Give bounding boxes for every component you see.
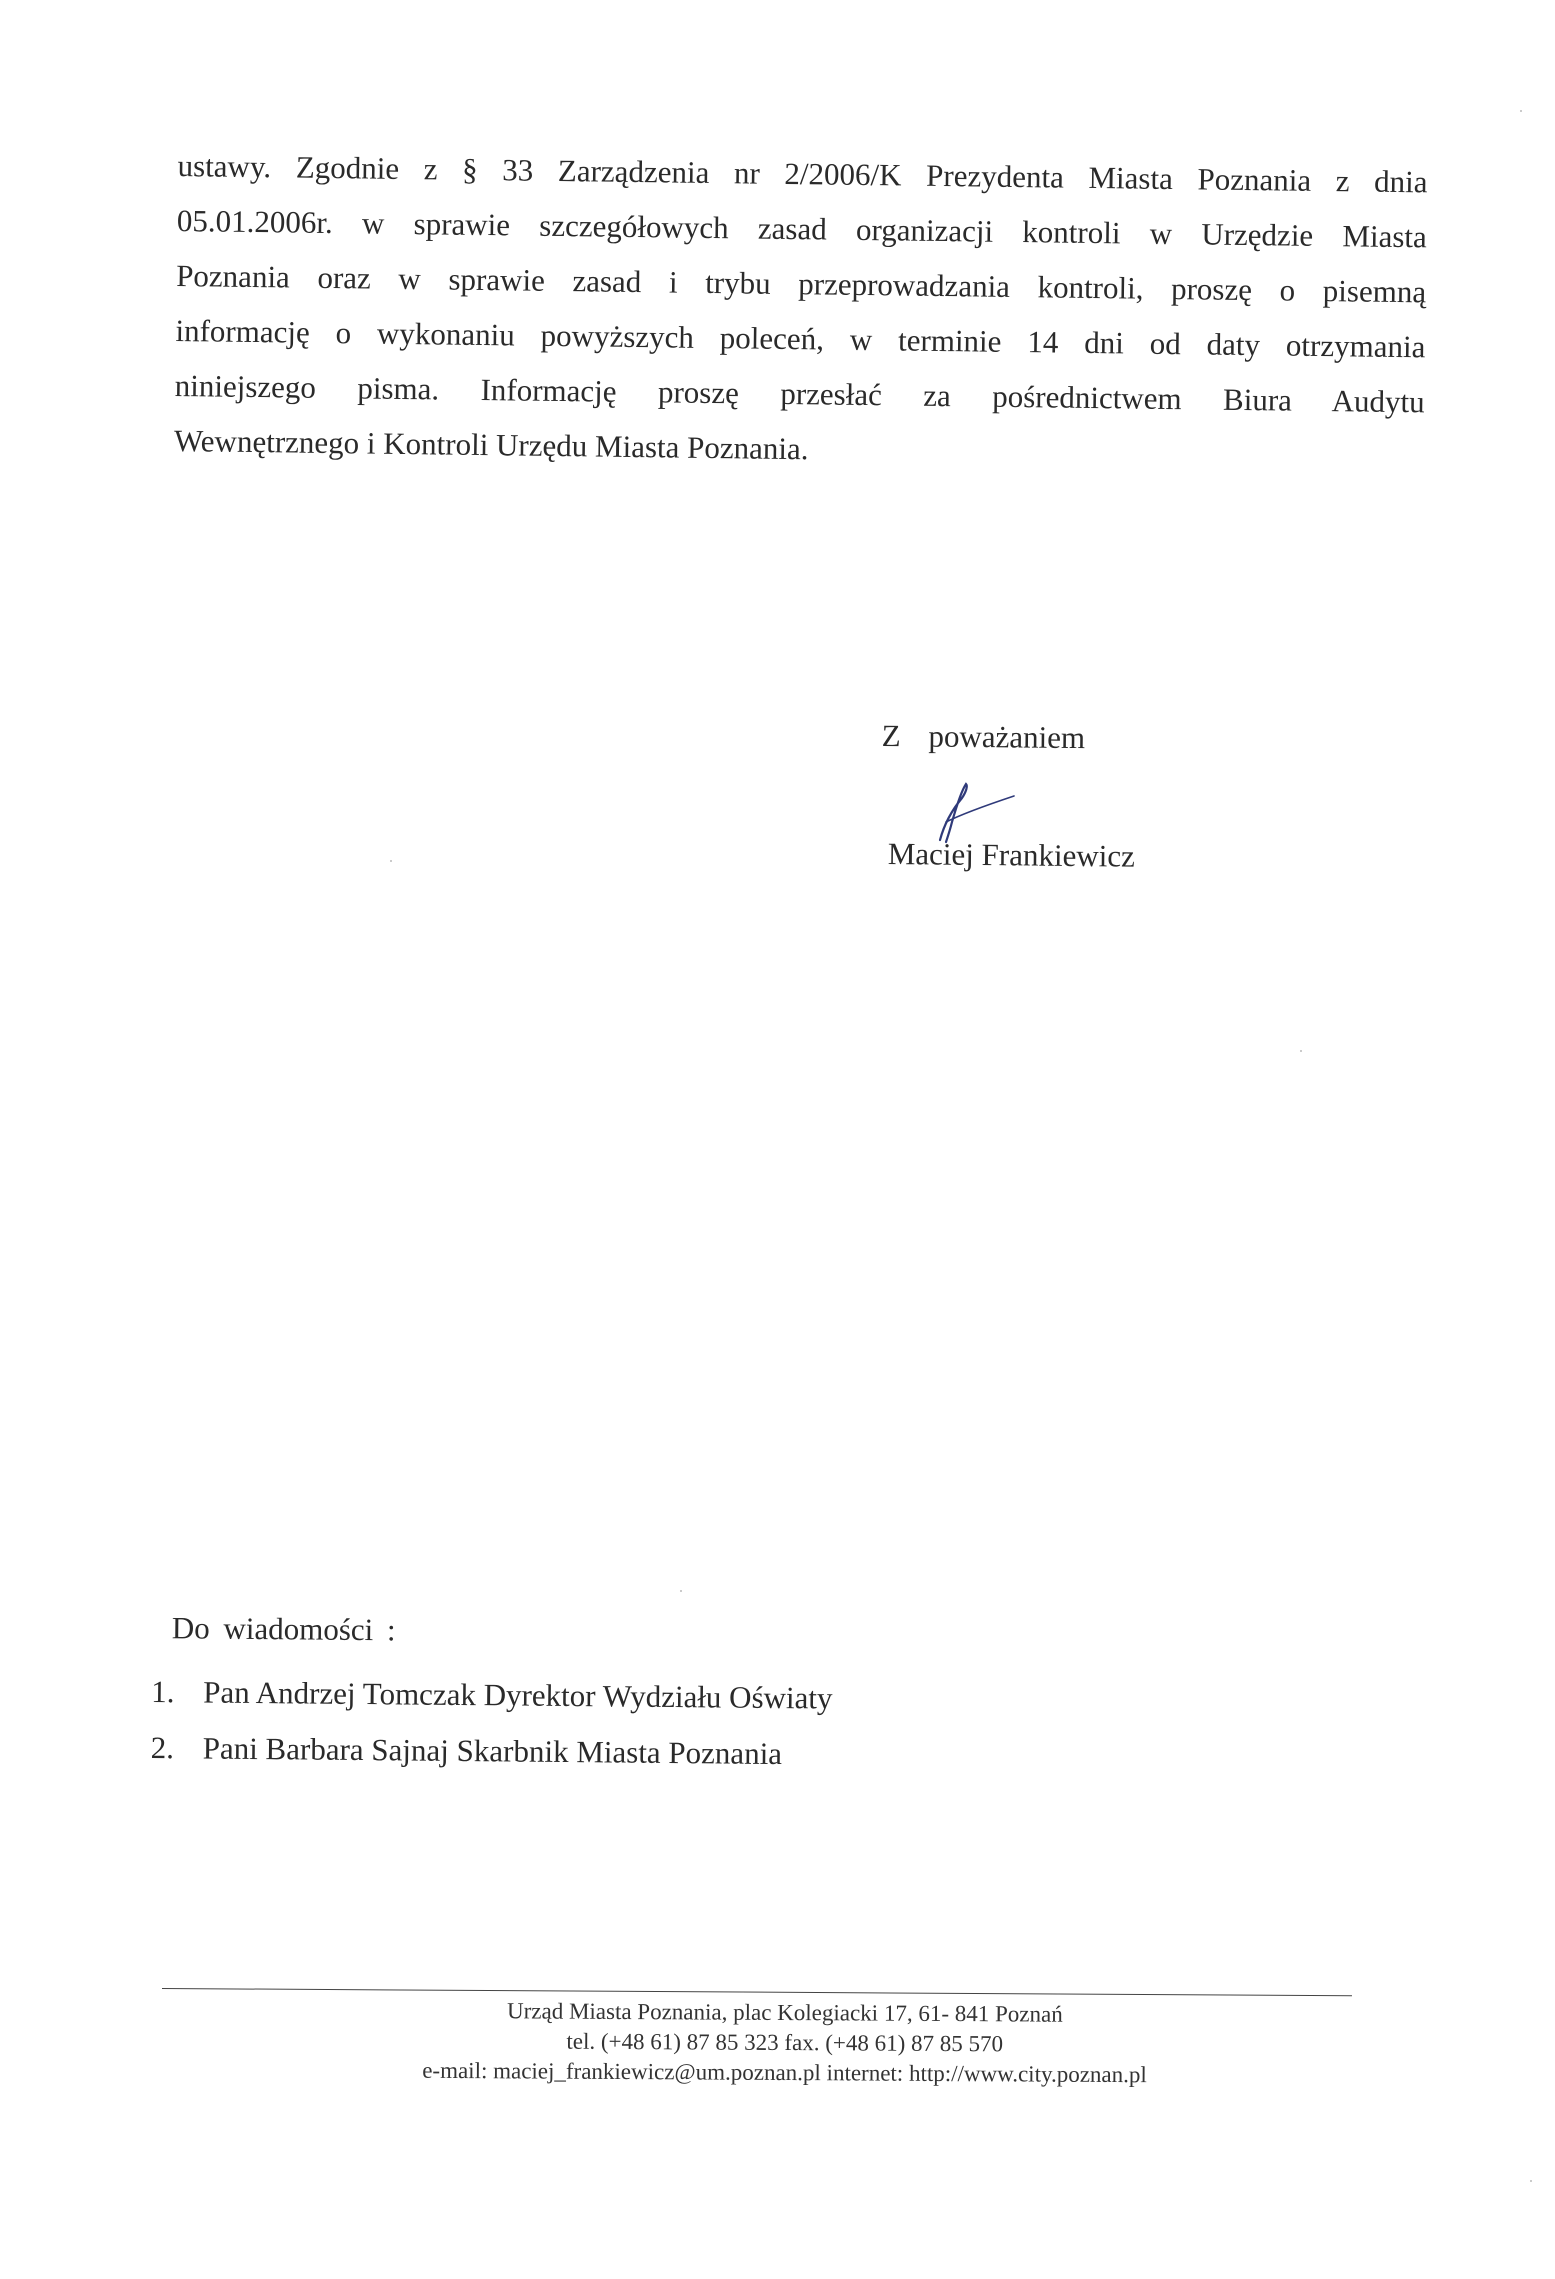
scan-speck xyxy=(680,1590,682,1592)
body-line: informację o wykonaniu powyższych poleceń, w terminie 14 dni od daty otrzymania xyxy=(175,312,1426,365)
list-item-text: Pan Andrzej Tomczak Dyrektor Wydziału Oświaty xyxy=(203,1674,833,1716)
list-item xyxy=(151,1730,833,1773)
letter-body xyxy=(174,138,1428,484)
list-item-text: Pani Barbara Sajnaj Skarbnik Miasta Poznania xyxy=(202,1730,783,1772)
scan-speck xyxy=(1520,110,1522,112)
body-line: 05.01.2006r. w sprawie szczegółowych zasad organizacji kontroli w Urzędzie Miasta xyxy=(176,202,1428,255)
cc-title: Do wiadomości : xyxy=(171,1610,396,1648)
list-item xyxy=(151,1674,833,1717)
closing-block xyxy=(882,716,1086,758)
body-line: ustawy. Zgodnie z § 33 Zarządzenia nr 2/2006/K Prezydenta Miasta Poznania z dnia xyxy=(177,147,1428,200)
cc-list xyxy=(150,1610,833,1793)
footer-contact: e-mail: maciej_frankiewicz@um.poznan.pl internet: http://www.city.poznan.pl xyxy=(422,2057,1147,2088)
body-line: niniejszego pisma. Informację proszę przesłać za pośrednictwem Biura Audytu xyxy=(174,367,1425,420)
scan-speck xyxy=(1530,2180,1532,2182)
closing-salutation: Z poważaniem xyxy=(881,717,1086,756)
scan-speck xyxy=(1300,1050,1302,1052)
letterhead-footer xyxy=(259,1995,1310,2091)
list-item-number: 2. xyxy=(150,1729,175,1766)
body-line: Wewnętrznego i Kontroli Urzędu Miasta Poznania. xyxy=(173,422,809,467)
footer-phone: tel. (+48 61) 87 85 323 fax. (+48 61) 87 85 570 xyxy=(566,2028,1004,2057)
body-line: Poznania oraz w sprawie zasad i trybu przeprowadzania kontroli, proszę o pisemną xyxy=(175,257,1427,310)
scan-speck xyxy=(390,860,392,862)
list-item-number: 1. xyxy=(151,1673,175,1710)
footer-address: Urząd Miasta Poznania, plac Kolegiacki 17, 61- 841 Poznań xyxy=(506,1998,1063,2027)
signer-name: Maciej Frankiewicz xyxy=(887,836,1136,874)
